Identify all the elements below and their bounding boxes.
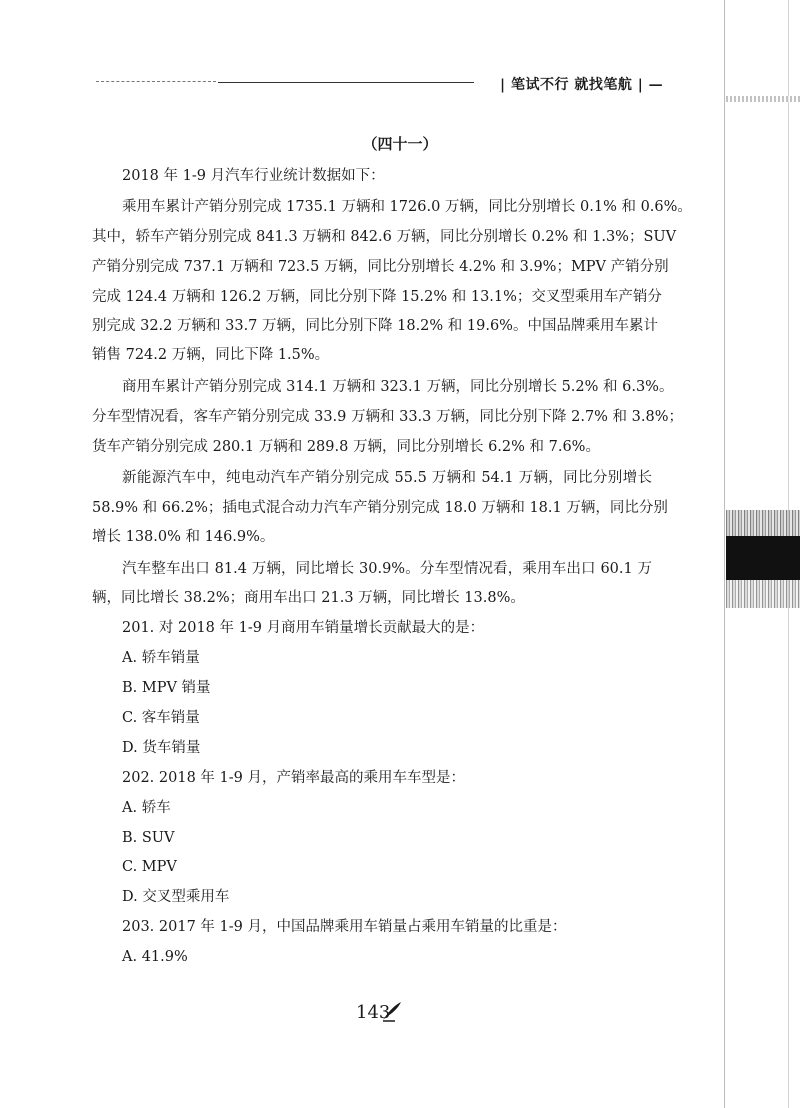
question-201-stem: 201. 对 2018 年 1-9 月商用车销量增长贡献最大的是： (122, 620, 485, 636)
scan-artifact (726, 536, 800, 580)
question-202-option-c[interactable]: C. MPV (122, 859, 177, 875)
material-line: 完成 124.4 万辆和 126.2 万辆，同比分别下降 15.2% 和 13.1%；交叉型乘用车产销分 (92, 289, 662, 305)
question-203-option-a[interactable]: A. 41.9% (122, 949, 188, 965)
question-201-option-b[interactable]: B. MPV 销量 (122, 680, 211, 696)
material-line: 汽车整车出口 81.4 万辆，同比增长 30.9%。分车型情况看，乘用车出口 60.1 万 (122, 561, 652, 577)
material-line: 增长 138.0% 和 146.9%。 (92, 529, 275, 545)
question-201-option-d[interactable]: D. 货车销量 (122, 740, 201, 756)
material-line: 新能源汽车中，纯电动汽车产销分别完成 55.5 万辆和 54.1 万辆，同比分别增长 (122, 470, 652, 486)
scan-artifact (726, 580, 800, 608)
quill-icon (381, 1000, 403, 1022)
material-line: 其中，轿车产销分别完成 841.3 万辆和 842.6 万辆，同比分别增长 0.2% 和 1.3%；SUV (92, 229, 677, 245)
question-202-option-d[interactable]: D. 交叉型乘用车 (122, 889, 230, 905)
header-rule-dashed (96, 81, 216, 82)
material-line: 辆，同比增长 38.2%；商用车出口 21.3 万辆，同比增长 13.8%。 (92, 590, 525, 606)
material-line: 别完成 32.2 万辆和 33.7 万辆，同比分别下降 18.2% 和 19.6%。中国品牌乘用车累计 (92, 318, 658, 334)
question-202-option-b[interactable]: B. SUV (122, 830, 175, 846)
material-line: 2018 年 1-9 月汽车行业统计数据如下： (122, 168, 385, 184)
section-title: （四十一） (362, 135, 438, 153)
scan-artifact (726, 510, 800, 536)
scan-artifact (726, 96, 800, 102)
material-line: 销售 724.2 万辆，同比下降 1.5%。 (92, 347, 330, 363)
question-201-option-c[interactable]: C. 客车销量 (122, 710, 200, 726)
scan-edge-line (724, 0, 725, 1108)
question-203-stem: 203. 2017 年 1-9 月，中国品牌乘用车销量占乘用车销量的比重是： (122, 919, 567, 935)
material-line: 商用车累计产销分别完成 314.1 万辆和 323.1 万辆，同比分别增长 5.2% 和 6.3%。 (122, 379, 674, 395)
question-202-stem: 202. 2018 年 1-9 月，产销率最高的乘用车车型是： (122, 770, 465, 786)
material-line: 分车型情况看，客车产销分别完成 33.9 万辆和 33.3 万辆，同比分别下降 2.7% 和 3.8%； (92, 409, 684, 425)
material-line: 乘用车累计产销分别完成 1735.1 万辆和 1726.0 万辆，同比分别增长 0.1% 和 0.6%。 (122, 199, 692, 215)
header-slogan: | 笔试不行 就找笔航 | — (500, 77, 664, 93)
page-number: 143 (356, 1002, 391, 1023)
material-line: 产销分别完成 737.1 万辆和 723.5 万辆，同比分别增长 4.2% 和 3.9%；MPV 产销分别 (92, 259, 669, 275)
header-rule (218, 82, 474, 83)
material-line: 货车产销分别完成 280.1 万辆和 289.8 万辆，同比分别增长 6.2% 和 7.6%。 (92, 439, 600, 455)
question-202-option-a[interactable]: A. 轿车 (122, 800, 171, 816)
question-201-option-a[interactable]: A. 轿车销量 (122, 650, 200, 666)
material-line: 58.9% 和 66.2%；插电式混合动力汽车产销分别完成 18.0 万辆和 18.1 万辆，同比分别 (92, 500, 668, 516)
